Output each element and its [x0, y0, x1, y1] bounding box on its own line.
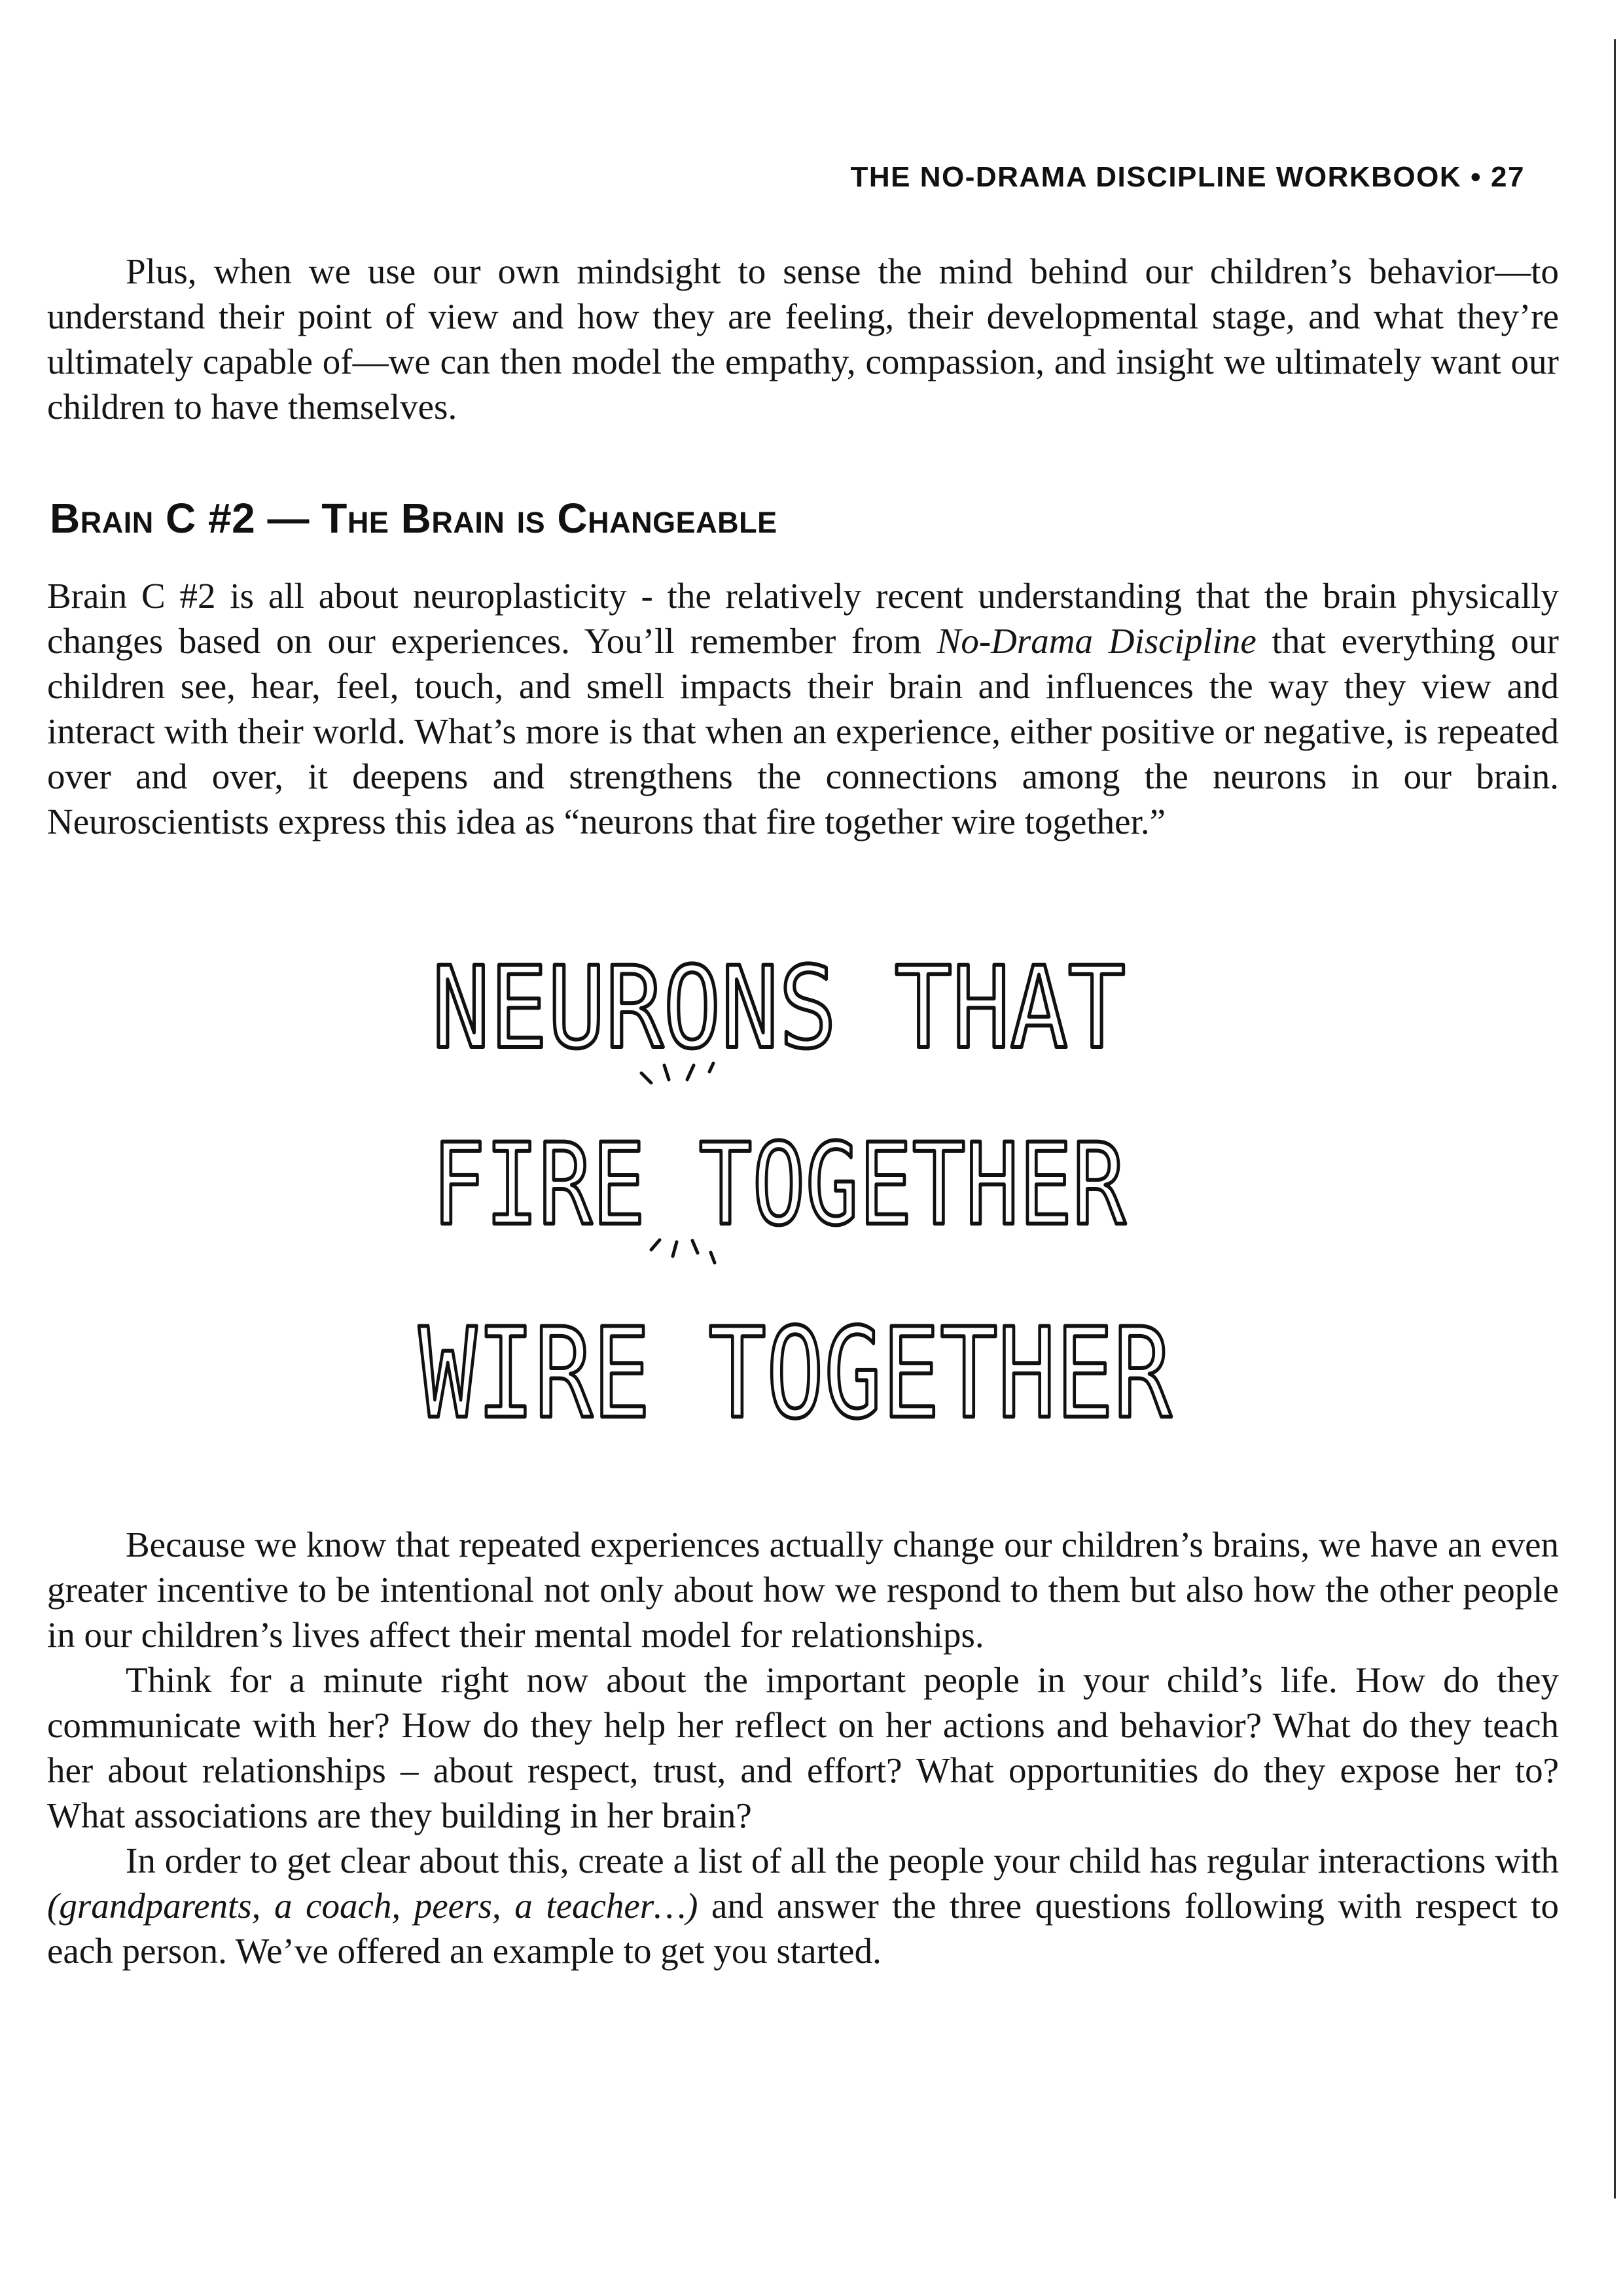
- section-paragraph-block: [47, 573, 1559, 844]
- section-paragraph: [47, 573, 1559, 844]
- closing-paragraph-2: Think for a minute right now about the important people in your child’s life. How do they communicate with her? How do they help her reflect on her actions and behavior? What do they teach her about relationships – about respect, trust, and effort? What opportunities do they expose her to? What associations are they building in her brain?: [47, 1660, 1559, 1835]
- page-edge-line: [1614, 39, 1616, 2199]
- running-title: THE NO-DRAMA DISCIPLINE WORKBOOK: [850, 161, 1462, 193]
- closing-paragraph-3-text-2: and answer the three questions following with respect to each person. We’ve offered an example to get you started.: [47, 1886, 1559, 1971]
- people-examples: (grandparents, a coach, peers, a teacher…): [47, 1886, 698, 1926]
- section-heading: Brain C #2 — The Brain is Changeable: [50, 495, 777, 542]
- closing-paragraphs: [47, 1522, 1559, 1973]
- hand-lettered-illustration: [406, 923, 1257, 1446]
- section-paragraph-text-2: that everything our children see, hear, feel, touch, and smell impacts their brain and influences the way they view and interact with their world. What’s more is that when an experience, either positive or negative, is repeated over and over, it deepens and strengthens the connections among the neurons in our brain. Neuroscientists express this idea as “neurons that fire together wire together.”: [47, 621, 1559, 841]
- header-separator: •: [1471, 161, 1482, 193]
- closing-paragraph-1: Because we know that repeated experiences actually change our children’s brains, we have an even greater incentive to be intentional not only about how we respond to them but also how the other people in our children’s lives affect their mental model for relationships.: [47, 1525, 1559, 1655]
- closing-paragraph-3-text-1: In order to get clear about this, create a list of all the people your child has regular interactions with: [126, 1841, 1559, 1881]
- intro-paragraph-block: [47, 249, 1559, 429]
- running-header: [850, 161, 1525, 194]
- book-title: No-Drama Discipline: [936, 621, 1257, 661]
- illustration-line-2: FIRE TOGETHER: [432, 1119, 1126, 1250]
- illustration-line-3: WIRE TOGETHER: [419, 1301, 1172, 1446]
- intro-paragraph: Plus, when we use our own mindsight to sense the mind behind our children’s behavior—to understand their point of view and how they are feeling, their developmental stage, and what they’re ultimately capable of—we can then model the empathy, compassion, and insight we ultimately want our children to have themselves.: [47, 251, 1559, 427]
- illustration-line-1: NEURONS THAT: [432, 942, 1126, 1074]
- closing-paragraph-3: [47, 1838, 1559, 1973]
- section-paragraph-text-1: Brain C #2 is all about neuroplasticity - the relatively recent understanding that the brain physically changes based on our experiences. You’ll remember from: [47, 576, 1559, 661]
- page-number: 27: [1491, 161, 1525, 193]
